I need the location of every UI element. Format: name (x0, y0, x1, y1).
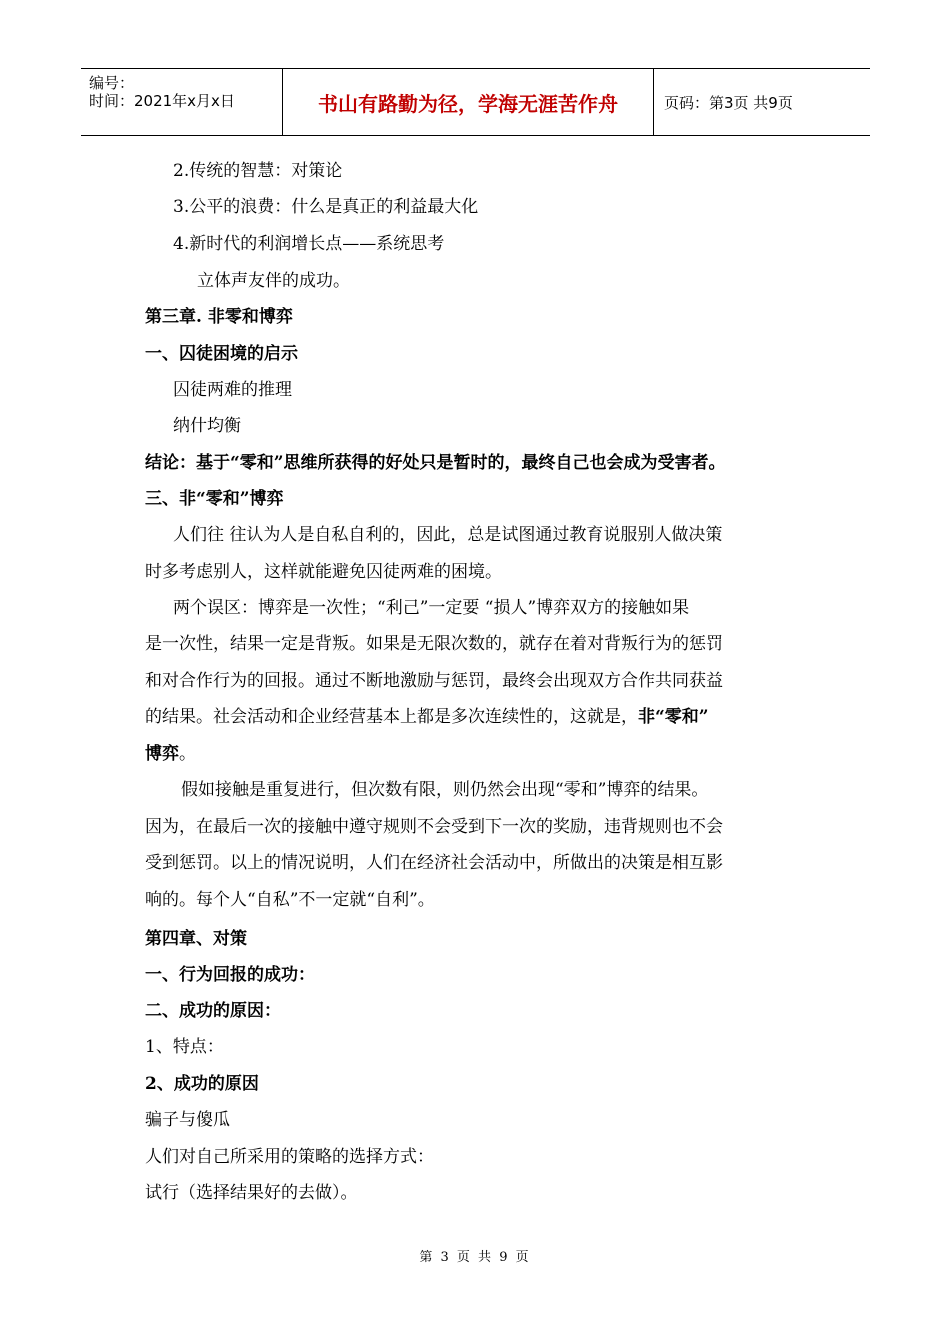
text-line: 3.公平的浪费：什么是真正的利益最大化 (173, 197, 479, 217)
bold-term: 博弈 (145, 744, 179, 764)
text-line: 纳什均衡 (173, 416, 241, 436)
page-info-text: 页码：第3页 共9页 (664, 93, 793, 112)
text-line: 是一次性，结果一定是背叛。如果是无限次数的，就存在着对背叛行为的惩罚 (145, 634, 723, 654)
text-line: 1、特点： (145, 1037, 224, 1057)
header-meta (81, 69, 283, 135)
doc-time-label: 时间：2021年x月x日 (89, 92, 235, 110)
text-line (145, 743, 196, 765)
text-line: 和对合作行为的回报。通过不断地激励与惩罚，最终会出现双方合作共同获益 (145, 671, 723, 691)
header-motto: 书山有路勤为径，学海无涯苦作舟 (318, 91, 618, 116)
text-run: 。 (179, 744, 196, 764)
conclusion-line: 结论：基于“零和”思维所获得的好处只是暂时的，最终自己也会成为受害者。 (145, 453, 726, 473)
text-line: 立体声友伴的成功。 (197, 271, 350, 291)
text-run: 的结果。社会活动和企业经营基本上都是多次连续性的，这就是， (145, 707, 638, 727)
section-heading: 三、非“零和”博弈 (145, 489, 284, 509)
section-heading: 二、成功的原因： (145, 1001, 281, 1021)
text-line: 4.新时代的利润增长点——系统思考 (173, 234, 445, 254)
page-footer: 第 3 页 共 9 页 (419, 1250, 531, 1265)
text-line: 受到惩罚。以上的情况说明，人们在经济社会活动中，所做出的决策是相互影 (145, 853, 723, 873)
chapter-heading: 第四章、对策 (145, 929, 247, 949)
text-line: 因为，在最后一次的接触中遵守规则不会受到下一次的奖励，违背规则也不会 (145, 817, 723, 837)
page-header (81, 68, 870, 136)
text-line: 囚徒两难的推理 (173, 380, 292, 400)
header-motto-cell (283, 69, 654, 135)
subsection-heading: 2、成功的原因 (145, 1074, 259, 1094)
text-line: 两个误区：博弈是一次性；“利己”一定要 “损人”博弈双方的接触如果 (173, 598, 690, 618)
text-line: 假如接触是重复进行，但次数有限，则仍然会出现“零和”博弈的结果。 (181, 780, 709, 800)
text-line: 2.传统的智慧：对策论 (173, 161, 343, 181)
header-page-info (654, 69, 870, 135)
text-line: 人们往 往认为人是自私自利的，因此，总是试图通过教育说服别人做决策 (173, 525, 723, 545)
text-line: 响的。每个人“自私”不一定就“自利”。 (145, 890, 435, 910)
text-line: 人们对自己所采用的策略的选择方式： (145, 1147, 434, 1167)
bold-term: 非“零和” (638, 707, 709, 727)
section-heading: 一、囚徒困境的启示 (145, 344, 298, 364)
chapter-heading: 第三章. 非零和博弈 (145, 307, 293, 327)
text-line: 骗子与傻瓜 (145, 1110, 230, 1130)
text-line: 试行（选择结果好的去做）。 (145, 1183, 358, 1203)
text-line (145, 706, 709, 728)
text-line: 时多考虑别人，这样就能避免囚徒两难的困境。 (145, 562, 502, 582)
section-heading: 一、行为回报的成功： (145, 965, 315, 985)
doc-number-label: 编号： (89, 74, 135, 92)
